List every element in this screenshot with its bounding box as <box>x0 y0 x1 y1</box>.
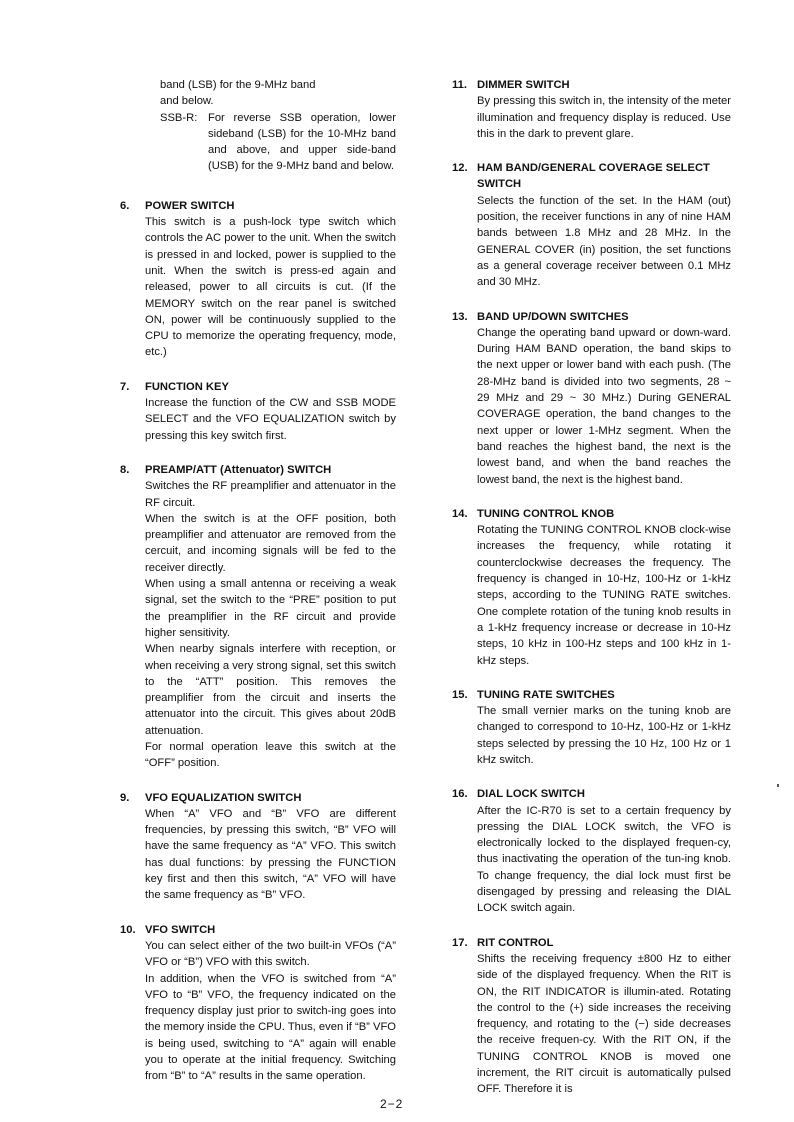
ssb-r-text: For reverse SSB operation, lower sideband (LSB) for the 10-MHz band and above, and upper side-band (USB) for the 9-MHz band and below. <box>208 111 396 173</box>
section-number: 15. <box>452 688 468 701</box>
continuation-line: band (LSB) for the 9-MHz band <box>160 79 316 91</box>
section-paragraph: Selects the function of the set. In the HAM (out) position, the receiver functions in any of nine HAM bands between 1.8 MHz and 28 MHz. In the GENERAL COVER (in) position, the set functions as a general coverage receiver between 0.1 MHz and 30 MHz. <box>477 194 731 289</box>
section-paragraph: You can select either of the two built-in VFOs (“A” VFO or “B”) VFO with this switch. <box>145 939 396 969</box>
section-heading: PREAMP/ATT (Attenuator) SWITCH <box>145 463 332 476</box>
section-15 <box>452 687 731 768</box>
section-paragraph: After the IC-R70 is set to a certain frequency by pressing the DIAL LOCK switch, the VFO is electronically locked to the displayed frequen-cy, thus inactivating the operation of the tun-ing knob. To change frequency, the dial lock must first be disengaged by pressing and releasing the DIAL LOCK switch again. <box>477 804 731 915</box>
section-paragraph: This switch is a push-lock type switch which controls the AC power to the unit. When the switch is pressed in and locked, power is supplied to the unit. When the switch is press-ed again and released, power to all circuits is cut. (If the MEMORY switch on the rear panel is switched ON, power will be continuously supplied to the CPU to memorize the operating frequency, mode, etc.) <box>145 216 396 359</box>
continuation-line: and below. <box>160 95 214 108</box>
section-heading: VFO SWITCH <box>145 923 216 936</box>
section-16 <box>452 786 731 916</box>
section-paragraph: When “A” VFO and “B” VFO are different frequencies, by pressing this switch, “B” VFO will have the same frequency as “A” VFO. This switch has dual functions: by pressing the FUNCTION key first and then this switch, “A” VFO will have the same frequency as “B” VFO. <box>145 807 396 902</box>
section-paragraph: By pressing this switch in, the intensity of the meter illumination and frequency display is reduced. Use this in the dark to prevent glare. <box>477 95 731 140</box>
section-11 <box>452 77 731 142</box>
section-paragraph: When nearby signals interfere with reception, or when receiving a very strong signal, set this switch to the “ATT” position. This removes the preamplifier from the circuit and inserts the attenuator into the circuit. This gives about 20dB attenuation. <box>145 643 396 737</box>
lsb-continuation <box>120 77 396 110</box>
section-paragraph: Change the operating band upward or down-ward. During HAM BAND operation, the band skips to the next upper or lower band with each push. (The 28-MHz band is divided into two segments, 28 ~ 29 MHz and 29 ~ 30 MHz.) During GENERAL COVERAGE operation, the band changes to the next upper or lower 1-MHz segment. When the band reaches the highest band, the next is the lowest band, and when the band reaches the lowest band, the next is the highest band. <box>477 326 731 486</box>
section-9 <box>120 790 396 904</box>
section-heading: DIMMER SWITCH <box>477 79 570 91</box>
section-6 <box>120 198 396 361</box>
page-number: 2−2 <box>380 1097 404 1111</box>
section-paragraph: For normal operation leave this switch at the “OFF” position. <box>145 740 396 770</box>
section-number: 13. <box>452 310 468 323</box>
ssb-r-label: SSB-R: <box>160 111 198 124</box>
section-12 <box>452 160 731 290</box>
section-17 <box>452 935 731 1098</box>
left-column <box>120 77 396 1103</box>
section-number: 10. <box>120 923 136 936</box>
section-heading: BAND UP/DOWN SWITCHES <box>477 310 629 323</box>
section-heading: HAM BAND/GENERAL COVERAGE SELECT SWITCH <box>477 162 710 191</box>
section-7 <box>120 379 396 444</box>
section-number: 14. <box>452 507 468 520</box>
section-paragraph: Rotating the TUNING CONTROL KNOB clock-wise increases the frequency, while rotating it counterclockwise decreases the frequency. The frequency is changed in 10-Hz, 100-Hz or 1-kHz steps, according to the TUNING RATE switches. One complete rotation of the tuning knob results in a 1-kHz frequency increase or decrease in 10-Hz steps, 10 kHz in 100-Hz steps and 100 kHz in 1-kHz steps. <box>477 524 731 667</box>
section-heading: TUNING RATE SWITCHES <box>477 688 615 701</box>
section-number: 8. <box>120 463 130 476</box>
section-10 <box>120 922 396 1085</box>
section-number: 12. <box>452 162 468 175</box>
left-sections <box>120 198 396 1085</box>
section-number: 11. <box>452 79 467 91</box>
section-number: 17. <box>452 936 468 949</box>
right-column <box>452 77 731 1116</box>
scan-mark <box>777 784 779 787</box>
section-heading: RIT CONTROL <box>477 936 554 949</box>
section-paragraph: In addition, when the VFO is switched from “A” VFO to “B” VFO, the frequency indicated on the frequency display just prior to switch-ing goes into the memory inside the CPU. Thus, even if “B” VFO is being used, switching to “A” again will enable you to operate at the initial frequency. Switching from “B” to “A” results in the same operation. <box>145 972 396 1083</box>
section-number: 6. <box>120 199 130 212</box>
section-heading: VFO EQUALIZATION SWITCH <box>145 791 302 804</box>
section-heading: TUNING CONTROL KNOB <box>477 507 615 520</box>
section-paragraph: When using a small antenna or receiving a weak signal, set the switch to the “PRE” position to put the preamplifier in the RF circuit and provide higher sensitivity. <box>145 578 396 639</box>
section-heading: DIAL LOCK SWITCH <box>477 788 585 801</box>
section-heading: FUNCTION KEY <box>145 380 229 393</box>
section-13 <box>452 309 731 488</box>
section-paragraph: Switches the RF preamplifier and attenuator in the RF circuit. <box>145 480 396 509</box>
right-sections <box>452 77 731 1098</box>
section-paragraph: Increase the function of the CW and SSB MODE SELECT and the VFO EQUALIZATION switch by pressing this key switch first. <box>145 397 396 442</box>
section-heading: POWER SWITCH <box>145 199 235 212</box>
section-14 <box>452 506 731 669</box>
section-number: 16. <box>452 788 468 801</box>
section-paragraph: Shifts the receiving frequency ±800 Hz to either side of the displayed frequency. When the RIT is ON, the RIT INDICATOR is illumin-ated. Rotating the control to the (+) side increases the receiving frequency, and rotating to the (−) side decreases the receive frequen-cy. With the RIT ON, if the TUNING CONTROL KNOB is moved one increment, the RIT circuit is automatically pulsed OFF. Therefore it is <box>477 952 731 1096</box>
section-paragraph: When the switch is at the OFF position, both preamplifier and attenuator are removed from the cercuit, and incoming signals will be fed to the receiver directly. <box>145 512 396 574</box>
ssb-r-definition <box>120 110 396 175</box>
section-number: 9. <box>120 791 130 804</box>
section-paragraph: The small vernier marks on the tuning knob are changed to correspond to 10-Hz, 100-Hz or 1-kHz steps selected by pressing the 10 Hz, 100 Hz or 1 kHz switch. <box>477 705 731 766</box>
section-8 <box>120 462 396 772</box>
section-number: 7. <box>120 380 130 393</box>
